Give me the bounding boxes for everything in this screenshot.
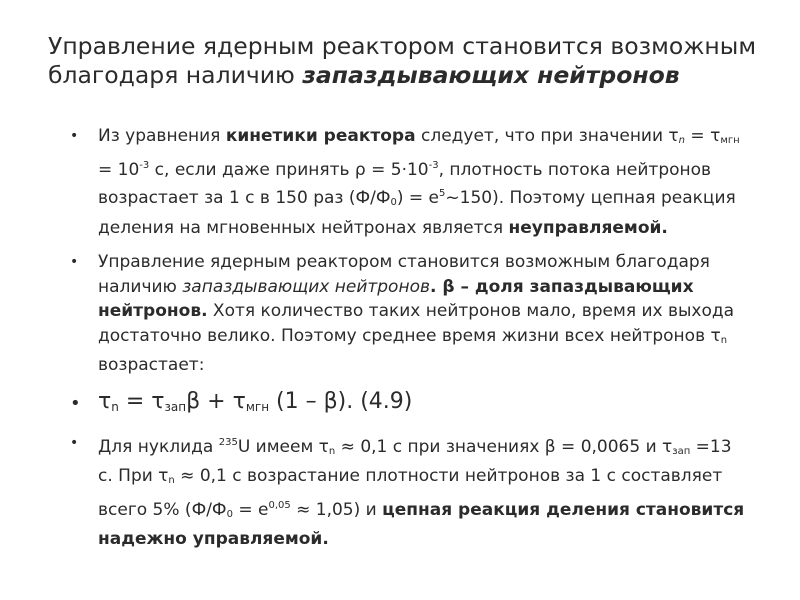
bullet-delayed-neutrons [70,250,750,378]
text: U имеем τ [237,436,329,457]
subscript: n [168,475,175,486]
text: ≈ 0,1 с возрастание плотности нейтронов за 1 с составляет всего 5% (Ф/Ф [98,466,723,520]
superscript: 0,05 [268,499,291,511]
title-text: Управление ядерным реактором становится возможным благодаря наличию [48,32,757,89]
text-bold: . β – доля запаздывающих нейтронов. [98,276,694,321]
bullet-marker: • [70,392,81,414]
text-bold: кинетики реактора [225,126,416,146]
subscript: 0 [390,197,397,208]
text: = τ [685,126,721,146]
superscript: 5 [439,188,446,199]
text-bold: цепная реакция деления становится надежно управляемой. [98,499,745,549]
text: ≈ 1,05) и [290,499,383,520]
text-italic: запаздывающих нейтронов [182,276,430,297]
text: Из уравнения [98,126,226,146]
superscript: -3 [428,159,439,171]
formula-text: β + τ [186,388,246,414]
subscript: зап [672,445,691,457]
text: , плотность потока нейтронов возрастает за 1 с в 150 раз (Ф/Ф [98,159,712,208]
subscript: n [720,334,728,346]
text: возрастает: [98,355,205,375]
bullet-kinetics [70,124,750,240]
bullet-marker: • [70,128,79,144]
text: Для нуклида [98,436,219,457]
text: с, если даже принять ρ = 5·10 [149,159,429,180]
formula-text: (1 – β). (4.9) [269,388,413,414]
formula-text: = τ [118,388,165,414]
text: ) = e [396,188,440,208]
text: следует, что при значении τ [415,126,679,146]
subscript: 0 [226,508,233,520]
subscript: мгн [720,135,740,146]
superscript: -3 [139,159,150,171]
bullet-marker: • [70,254,79,270]
subscript: n [328,445,336,457]
bullet-formula [70,386,750,423]
subscript: n [678,135,686,146]
bullet-marker: • [70,434,79,451]
formula-text: τ [98,388,112,414]
text: Хотя количество таких нейтронов мало, время их выхода достаточно велико. Поэтому среднее время жизни всех нейтронов τ [98,301,735,346]
title-emphasis: запаздывающих нейтронов [302,61,680,89]
text: = 10 [98,159,140,180]
subscript: мгн [245,399,270,414]
subscript: n [111,399,119,414]
text: ≈ 0,1 с при значениях β = 0,0065 и τ [335,436,673,457]
slide-title [48,32,778,90]
bullet-uranium [70,431,750,552]
bullet-list [70,124,750,552]
text: ~150). Поэтому цепная реакция деления на мгновенных нейтронах является [98,188,736,238]
text: = e [232,499,269,520]
subscript: зап [164,399,187,414]
text: Управление ядерным реактором становится возможным благодаря наличию [98,252,710,297]
superscript: 235 [218,436,238,448]
text-bold: неуправляемой. [508,217,668,238]
text: =13 с. При τ [98,436,732,486]
